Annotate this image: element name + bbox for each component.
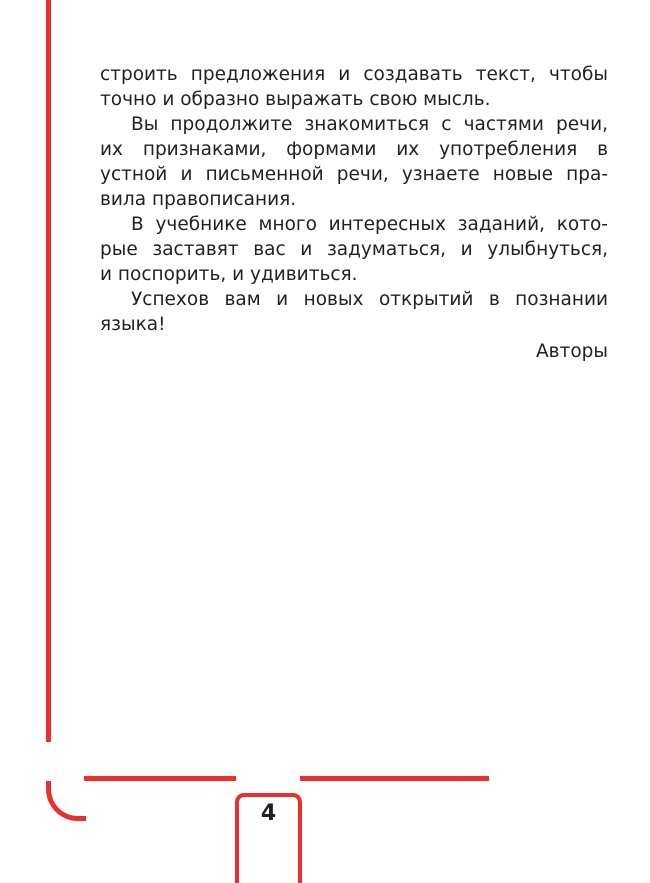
page-frame-vertical-line — [46, 0, 51, 742]
text-line: В учебнике много интересных заданий, кото- — [131, 214, 608, 235]
text-line: языка! — [100, 314, 166, 335]
signature: Авторы — [535, 341, 608, 362]
text-line: и поспорить, и удивиться. — [100, 264, 358, 285]
text-line: устной и письменной речи, узнаете новые пра- — [100, 164, 608, 185]
text-line: точно и образно выражать свою мысль. — [100, 89, 491, 110]
text-line: Вы продолжите знакомиться с частями речи, — [131, 114, 608, 135]
text-line: их признаками, формами их употребления в — [100, 139, 608, 160]
page-frame-bottom-line-right — [300, 776, 489, 781]
text-line: строить предложения и создавать текст, чтобы — [100, 64, 608, 85]
text-line: вила правописания. — [100, 189, 297, 210]
text-line: Успехов вам и новых открытий в познании — [131, 289, 608, 310]
page-number: 4 — [260, 801, 277, 826]
page-frame-corner — [46, 781, 86, 821]
body-text — [100, 62, 608, 364]
page-number-box — [235, 793, 302, 883]
text-lines — [100, 62, 608, 337]
page-frame-bottom-line-left — [84, 776, 236, 781]
text-line: рые заставят вас и задуматься, и улыбнуться, — [100, 239, 608, 260]
